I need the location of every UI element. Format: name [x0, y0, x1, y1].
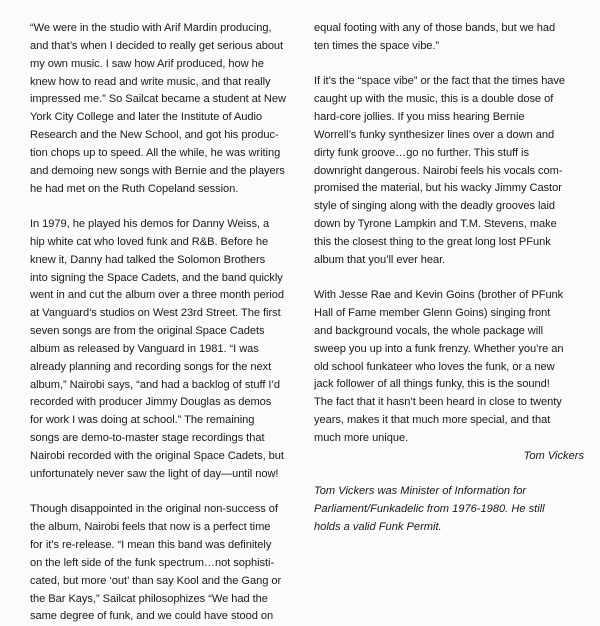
paragraph-space-vibe-continued: equal footing with any of those bands, but we had ten times the space vibe.” — [314, 22, 556, 52]
paragraph-re-release: Though disappointed in the original non-success of the album, Nairobi feels that now is a perfect time for it’s re-release. “I mean this band was definitely on the left side of the funk spectrum…not sophisti- cated, but more ‘out’ than say Kool and the Gang or the Bar Kays,” Sailcat philosophizes “We had the same degree of funk, and we could have stood on — [30, 503, 282, 623]
author-signature: Tom Vickers — [523, 449, 584, 462]
paragraph-gap — [30, 198, 300, 216]
paragraph-studio-arif-mardin: “We were in the studio with Arif Mardin producing, and that’s when I decided to really get serious about my own music. I saw how Arif produced, how he knew how to read and write music, and that really impressed me.” So Sailcat became a student at New York City College and later the Institute of Audio Research and the New School, and got his produc- tion chops up to speed. All the while, he was writing and demoing new songs with Bernie and the players he had met on the Ruth Copeland session. — [30, 22, 286, 195]
left-column — [30, 20, 300, 626]
paragraph-funk-frenzy: With Jesse Rae and Kevin Goins (brother of PFunk Hall of Fame member Glenn Goins) singing front and background vocals, the whole package will sweep you up into a funk frenzy. Whether you’re an old school funkateer who loves the funk, or a new jack follower of all things funky, this is the sound! The fact that it hasn’t been heard in close to twenty years, makes it that much more special, and that much more unique. — [314, 289, 564, 444]
paragraph-gap — [30, 484, 300, 502]
paragraph-gap — [314, 466, 584, 484]
paragraph-gap — [314, 270, 584, 288]
paragraph-1979-demos: In 1979, he played his demos for Danny Weiss, a hip white cat who loved funk and R&B. Before he knew it, Danny had talked the Solomon Brothers into signing the Space Cadets, and the band quickly went in and cut the album over a three month period at Vanguard’s studios on West 23rd Street. The first seven songs are from the original Space Cadets album as released by Vanguard in 1981. “I was already planning and recording songs for the next album,” Nairobi says, “and had a backlog of stuff I’d recorded with producer Jimmy Douglas as demos for work I was doing at school.” The remaining songs are demo-to-master stage recordings that Nairobi recorded with the original Space Cadets, but unfortunately never saw the light of day—until now! — [30, 218, 284, 480]
right-column — [314, 20, 584, 537]
paragraph-gap — [314, 56, 584, 74]
paragraph-hard-core-jollies: If it’s the “space vibe” or the fact that the times have caught up with the music, this is a double dose of hard-core jollies. If you miss hearing Bernie Worrell’s funky synthesizer lines over a down and dirty funk groove…go no further. This stuff is downright dangerous. Nairobi feels his vocals com- promised the material, but his wacky Jimmy Castor style of singing along with the deadly grooves laid down by Tyrone Lampkin and T.M. Stevens, make this the closest thing to the great long lost PFunk album that you’ll ever hear. — [314, 75, 566, 266]
author-bio: Tom Vickers was Minister of Information for Parliament/Funkadelic from 1976-1980. He still holds a valid Funk Permit. — [314, 485, 545, 533]
